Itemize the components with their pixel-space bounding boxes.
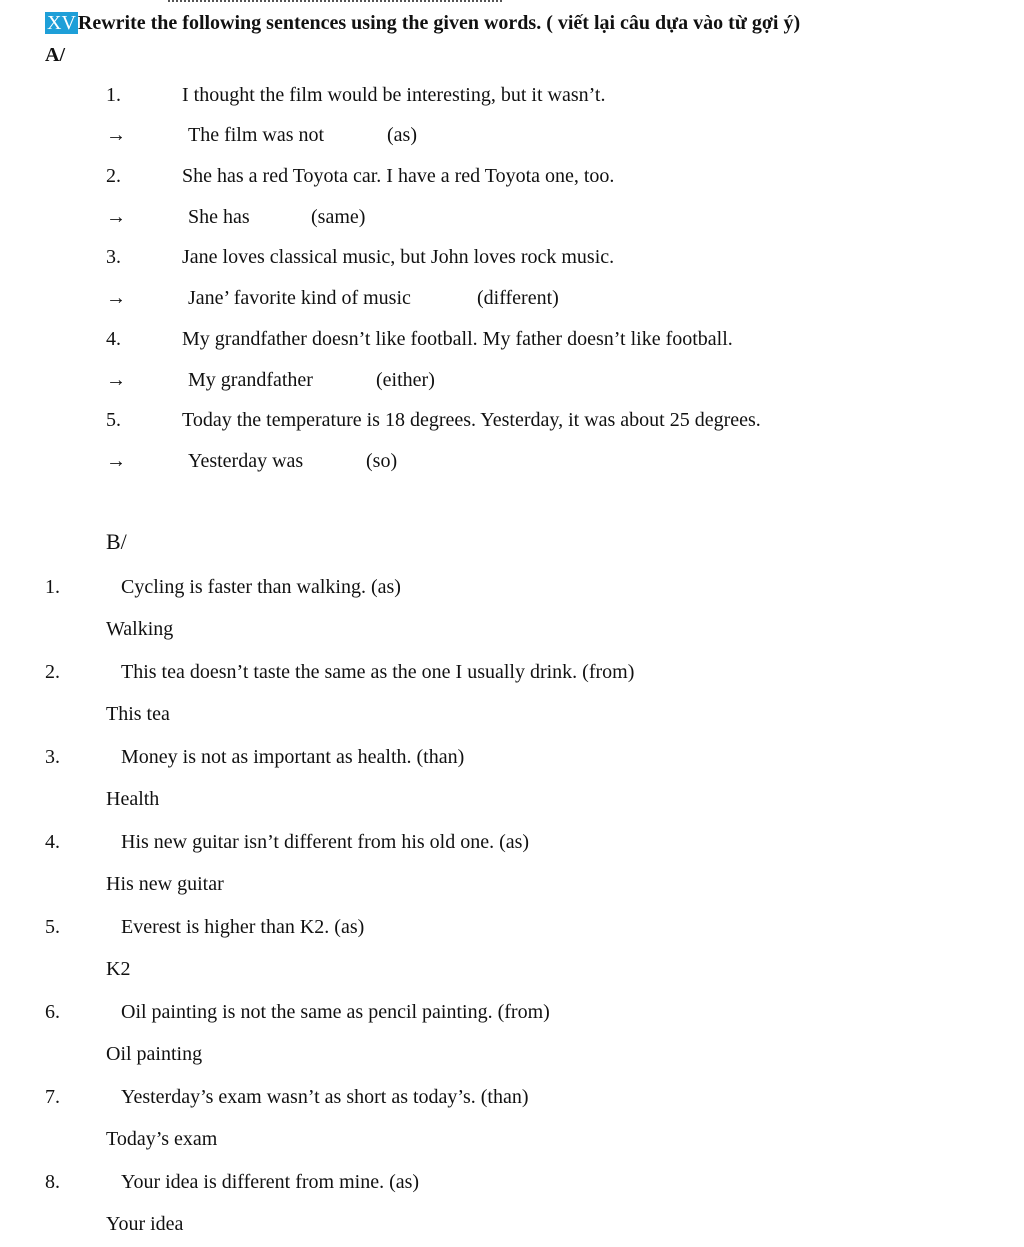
item-sentence: My grandfather doesn’t like football. My father doesn’t like football.: [182, 328, 733, 350]
rewrite-start: His new guitar: [106, 873, 224, 895]
item-number: 2.: [45, 661, 60, 683]
hint-word: (different): [477, 287, 559, 309]
rewrite-start: This tea: [106, 703, 170, 725]
item-sentence: This tea doesn’t taste the same as the one I usually drink. (from): [121, 661, 635, 683]
rewrite-start: The film was not: [188, 124, 325, 146]
rewrite-start: Yesterday was: [188, 450, 304, 472]
section-b-label: B/: [106, 529, 127, 554]
rewrite-start: Today’s exam: [106, 1128, 218, 1150]
arrow-icon: →: [106, 450, 126, 472]
top-dotted-line: [168, 0, 502, 6]
item-sentence: Yesterday’s exam wasn’t as short as today’s. (than): [121, 1086, 529, 1108]
arrow-icon: →: [106, 287, 126, 309]
exercise-instructions: Rewrite the following sentences using the given words. ( viết lại câu dựa vào từ gợi ý): [77, 12, 801, 34]
rewrite-start: She has: [188, 206, 250, 228]
exercise-number-badge: XV: [47, 12, 76, 34]
item-sentence: Cycling is faster than walking. (as): [121, 576, 401, 598]
item-sentence: Your idea is different from mine. (as): [121, 1171, 420, 1193]
rewrite-start: My grandfather: [188, 369, 313, 391]
item-number: 6.: [45, 1001, 60, 1023]
item-number: 4.: [106, 328, 121, 350]
exercise-header: [45, 12, 800, 35]
hint-word: (either): [376, 369, 435, 391]
item-number: 7.: [45, 1086, 60, 1108]
item-number: 4.: [45, 831, 60, 853]
item-number: 3.: [106, 246, 121, 268]
item-number: 2.: [106, 165, 121, 187]
rewrite-start: Oil painting: [106, 1043, 203, 1065]
arrow-icon: →: [106, 206, 126, 228]
item-number: 5.: [45, 916, 60, 938]
hint-word: (same): [311, 206, 366, 228]
hint-word: (so): [366, 450, 398, 472]
section-a-label: A/: [45, 44, 65, 66]
item-number: 5.: [106, 409, 121, 431]
item-sentence: I thought the film would be interesting, but it wasn’t.: [182, 84, 606, 106]
item-number: 8.: [45, 1171, 60, 1193]
item-sentence: Jane loves classical music, but John loves rock music.: [182, 246, 615, 268]
item-number: 1.: [45, 576, 60, 598]
rewrite-start: Jane’ favorite kind of music: [188, 287, 411, 309]
item-sentence: His new guitar isn’t different from his old one. (as): [121, 831, 530, 853]
arrow-icon: →: [106, 124, 126, 146]
item-sentence: Oil painting is not the same as pencil painting. (from): [121, 1001, 550, 1023]
rewrite-start: K2: [106, 958, 131, 980]
rewrite-start: Your idea: [106, 1213, 184, 1235]
item-sentence: Everest is higher than K2. (as): [121, 916, 365, 938]
rewrite-start: Health: [106, 788, 160, 810]
item-number: 3.: [45, 746, 60, 768]
rewrite-start: Walking: [106, 618, 174, 640]
item-sentence: Today the temperature is 18 degrees. Yesterday, it was about 25 degrees.: [182, 409, 761, 431]
item-number: 1.: [106, 84, 121, 106]
arrow-icon: →: [106, 369, 126, 391]
hint-word: (as): [387, 124, 417, 146]
item-sentence: She has a red Toyota car. I have a red Toyota one, too.: [182, 165, 615, 187]
item-sentence: Money is not as important as health. (than): [121, 746, 465, 768]
